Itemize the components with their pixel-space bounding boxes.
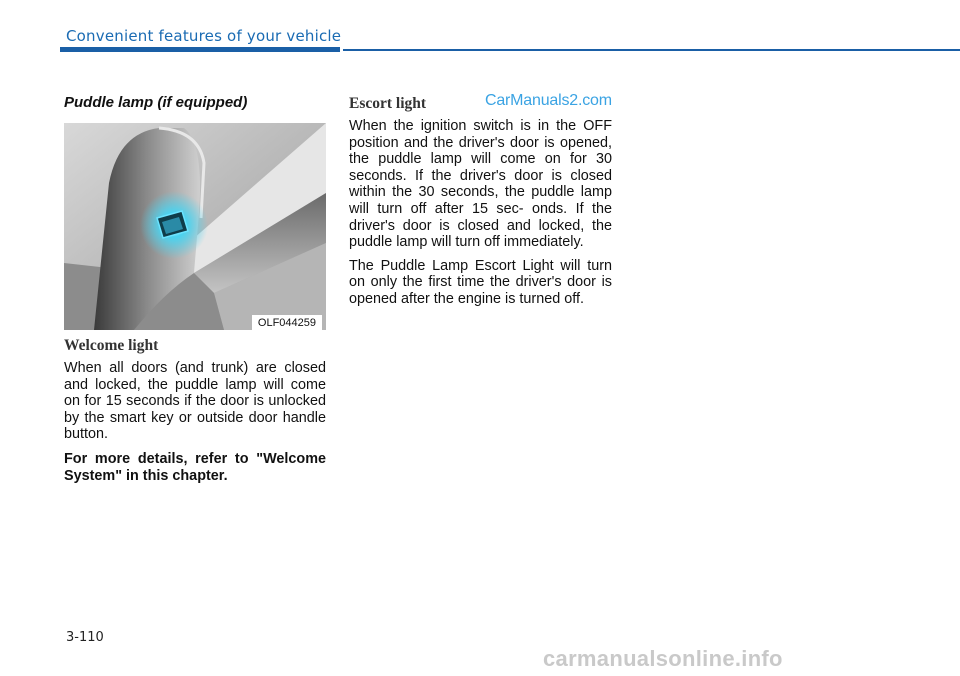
escort-light-heading: Escort light bbox=[349, 95, 427, 112]
site-watermark-link[interactable]: CarManuals2.com bbox=[485, 92, 612, 109]
page-number: 3-110 bbox=[66, 630, 104, 645]
figure-code: OLF044259 bbox=[252, 315, 322, 330]
details-suffix: " in this chapter. bbox=[115, 467, 228, 484]
welcome-details-note bbox=[64, 451, 326, 484]
section-header-title: Convenient features of your vehicle bbox=[66, 27, 342, 45]
puddle-lamp-heading: Puddle lamp (if equipped) bbox=[64, 94, 248, 111]
header-rule-thick bbox=[60, 47, 340, 52]
escort-light-paragraph-1: When the ignition switch is in the OFF position and the driver's door is opened, the puddle lamp will come on for 30 seconds. If the driver's door is closed within the 30 seconds, the puddle lamp will turn off after 15 sec- onds. If the driver's door is closed and locked, the puddle lamp will turn off immediately. bbox=[349, 118, 612, 251]
details-prefix: For more details, refer to " bbox=[64, 450, 264, 467]
right-column bbox=[349, 92, 612, 308]
side-mirror-illustration bbox=[64, 123, 326, 330]
header-rule-thin bbox=[343, 49, 960, 51]
welcome-light-body: When all doors (and trunk) are closed and locked, the puddle lamp will come on for 15 seconds if the door is unlocked by the smart key or outside door handle button. bbox=[64, 360, 326, 443]
escort-light-paragraph-2: The Puddle Lamp Escort Light will turn on only the first time the driver's door is opened after the engine is turned off. bbox=[349, 257, 612, 307]
left-column bbox=[64, 92, 326, 484]
welcome-light-heading: Welcome light bbox=[64, 337, 159, 354]
footer-watermark: carmanualsonline.info bbox=[543, 646, 783, 671]
puddle-lamp-figure bbox=[64, 123, 326, 330]
welcome-system-reference: Welcome System bbox=[64, 450, 326, 484]
